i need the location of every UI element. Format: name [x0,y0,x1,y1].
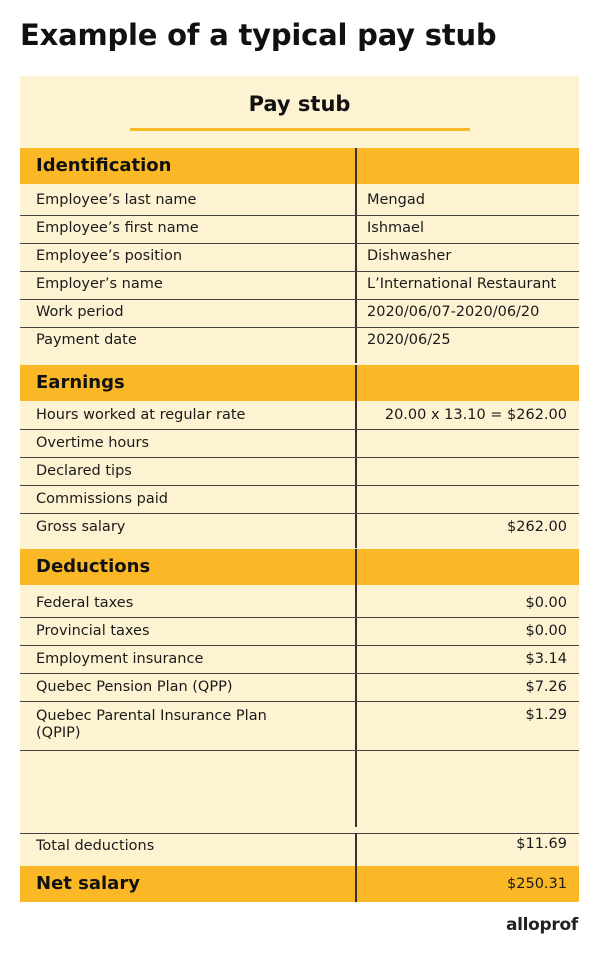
row-label-provincial-taxes: Provincial taxes [36,623,150,639]
row-value-qpip: $1.29 [525,707,567,723]
row-value-gross-salary: $262.00 [507,519,567,535]
row-value-first-name: Ishmael [367,220,424,236]
earnings-heading: Earnings [36,372,125,393]
pay-stub-card [20,76,579,902]
row-divider [20,485,579,486]
row-value-qpp: $7.26 [525,679,567,695]
row-label-payment-date: Payment date [36,332,137,348]
column-divider [355,148,357,363]
page-title: Example of a typical pay stub [20,18,497,52]
row-value-work-period: 2020/06/07-2020/06/20 [367,304,540,320]
column-divider [355,549,357,827]
identification-header [20,148,579,184]
row-label-total-deductions: Total deductions [36,838,155,854]
row-label-work-period: Work period [36,304,124,320]
row-divider [20,750,579,751]
net-salary-bar [20,866,579,902]
row-value-provincial-taxes: $0.00 [525,623,567,639]
row-label-regular-hours: Hours worked at regular rate [36,407,246,423]
identification-heading: Identification [36,155,172,176]
row-divider [20,513,579,514]
row-value-employer: L’International Restaurant [367,276,557,292]
row-value-regular-hours: 20.00 x 13.10 = $262.00 [384,407,567,423]
row-label-position: Employee’s position [36,248,183,264]
row-value-position: Dishwasher [367,248,452,264]
title-underline [130,128,470,131]
row-divider [20,701,579,702]
row-value-federal-taxes: $0.00 [525,595,567,611]
row-divider [20,617,579,618]
alloprof-logo: alloprof [505,915,578,935]
row-label-federal-taxes: Federal taxes [36,595,134,611]
row-divider [20,429,579,430]
earnings-header [20,365,579,401]
column-divider [355,866,357,902]
row-value-last-name: Mengad [367,192,425,208]
card-title: Pay stub [248,92,351,116]
deductions-heading: Deductions [36,556,151,577]
row-divider [20,833,579,834]
row-label-first-name: Employee’s first name [36,220,199,236]
row-divider [20,215,579,216]
row-divider [20,327,579,328]
row-label-qpip: Quebec Parental Insurance Plan (QPIP) [36,708,267,741]
row-value-employment-insurance: $3.14 [525,651,567,667]
row-divider [20,271,579,272]
row-label-last-name: Employee’s last name [36,192,197,208]
row-label-employer: Employer’s name [36,276,163,292]
column-divider [355,833,357,866]
row-label-gross-salary: Gross salary [36,519,126,535]
row-label-overtime: Overtime hours [36,435,150,451]
row-divider [20,299,579,300]
row-divider [20,243,579,244]
row-value-total-deductions: $11.69 [516,836,567,852]
row-label-commissions: Commissions paid [36,491,168,507]
row-divider [20,457,579,458]
row-divider [20,673,579,674]
deductions-header [20,549,579,585]
row-divider [20,645,579,646]
row-label-employment-insurance: Employment insurance [36,651,204,667]
row-label-tips: Declared tips [36,463,132,479]
net-salary-label: Net salary [36,873,140,894]
row-value-payment-date: 2020/06/25 [367,332,451,348]
row-label-qpp: Quebec Pension Plan (QPP) [36,679,233,695]
net-salary-value: $250.31 [507,876,567,892]
